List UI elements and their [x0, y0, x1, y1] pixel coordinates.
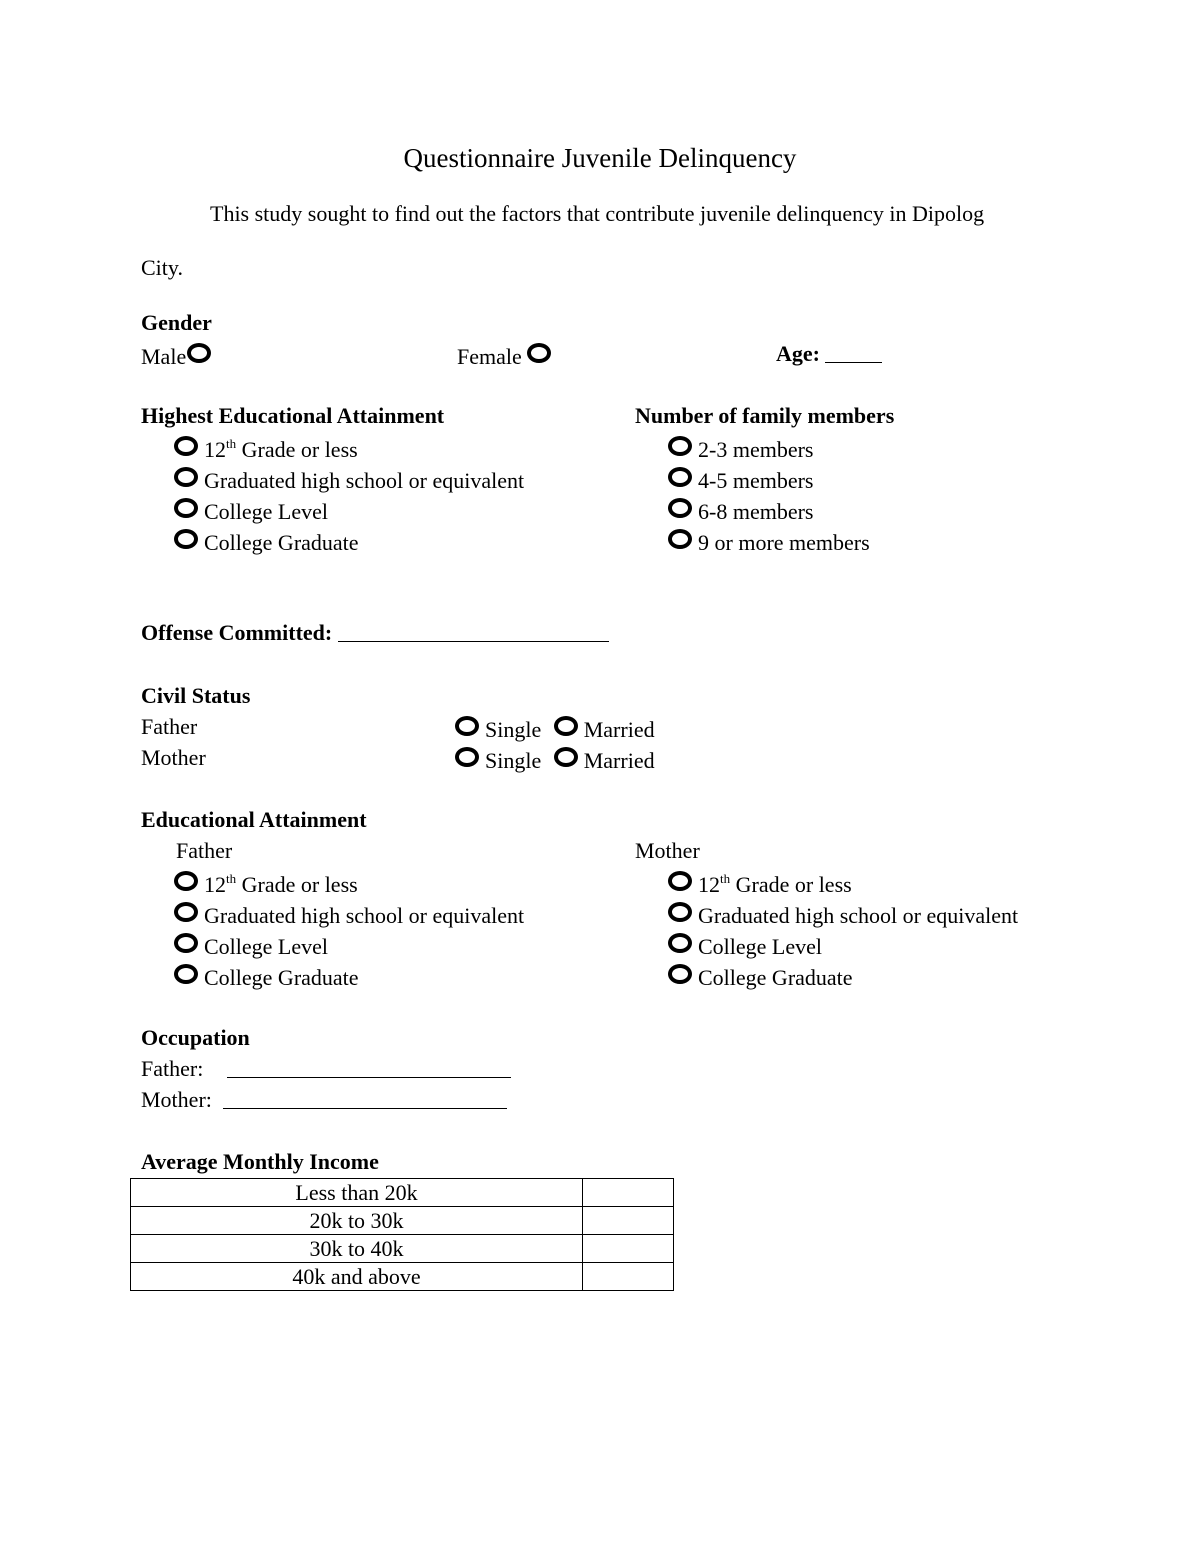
radio-icon[interactable] — [668, 529, 692, 549]
education-option[interactable]: College Level — [174, 498, 328, 523]
radio-icon[interactable] — [174, 871, 198, 891]
mother-education-option[interactable]: College Graduate — [668, 964, 853, 989]
gender-female-option[interactable] — [457, 343, 557, 368]
father-education-option[interactable]: College Graduate — [174, 964, 359, 989]
income-check-cell[interactable] — [583, 1263, 674, 1291]
occupation-father-blank[interactable] — [227, 1059, 511, 1078]
age-label: Age: — [776, 341, 820, 366]
radio-icon[interactable] — [174, 933, 198, 953]
income-range-cell: Less than 20k — [131, 1179, 583, 1207]
father-education-option[interactable]: College Level — [174, 933, 328, 958]
education-heading: Highest Educational Attainment — [141, 403, 445, 428]
education-option[interactable]: 12th Grade or less — [174, 436, 358, 461]
radio-icon[interactable] — [174, 467, 198, 487]
parent-education-mother-label: Mother — [635, 838, 700, 863]
income-check-cell[interactable] — [583, 1207, 674, 1235]
radio-icon[interactable] — [668, 436, 692, 456]
intro-line-1: This study sought to find out the factors that contribute juvenile delinquency in Dipolog — [210, 201, 985, 226]
gender-heading: Gender — [141, 310, 212, 335]
age-field[interactable] — [776, 343, 882, 365]
radio-icon[interactable] — [455, 747, 479, 767]
table-row — [131, 1263, 674, 1291]
gender-male-option[interactable] — [141, 343, 211, 368]
radio-female[interactable] — [527, 343, 551, 363]
radio-icon[interactable] — [174, 436, 198, 456]
radio-icon[interactable] — [554, 747, 578, 767]
radio-icon[interactable] — [455, 716, 479, 736]
radio-icon[interactable] — [668, 964, 692, 984]
mother-education-option[interactable]: 12th Grade or less — [668, 871, 852, 896]
single-label: Single — [485, 748, 542, 773]
income-check-cell[interactable] — [583, 1179, 674, 1207]
radio-icon[interactable] — [668, 467, 692, 487]
civil-mother-options — [455, 747, 655, 772]
offense-label: Offense Committed: — [141, 620, 333, 645]
occupation-heading: Occupation — [141, 1025, 250, 1050]
mother-education-option[interactable]: College Level — [668, 933, 822, 958]
father-education-option[interactable]: 12th Grade or less — [174, 871, 358, 896]
radio-icon[interactable] — [668, 933, 692, 953]
civil-status-heading: Civil Status — [141, 683, 251, 708]
parent-education-father-label: Father — [176, 838, 233, 863]
family-heading: Number of family members — [635, 403, 895, 428]
education-option[interactable]: College Graduate — [174, 529, 359, 554]
radio-icon[interactable] — [174, 498, 198, 518]
radio-male[interactable] — [187, 343, 211, 363]
radio-icon[interactable] — [554, 716, 578, 736]
family-option[interactable]: 6-8 members — [668, 498, 813, 523]
parent-education-heading: Educational Attainment — [141, 807, 367, 832]
mother-education-option[interactable]: Graduated high school or equivalent — [668, 902, 1018, 927]
income-range-cell: 30k to 40k — [131, 1235, 583, 1263]
occupation-mother-label: Mother: — [141, 1087, 212, 1112]
table-row — [131, 1179, 674, 1207]
radio-icon[interactable] — [668, 871, 692, 891]
married-label: Married — [583, 717, 655, 742]
income-range-cell: 40k and above — [131, 1263, 583, 1291]
intro-line-2: City. — [141, 255, 183, 280]
civil-father-label: Father — [141, 714, 198, 739]
radio-icon[interactable] — [668, 498, 692, 518]
gender-male-label: Male — [141, 344, 187, 369]
civil-mother-label: Mother — [141, 745, 206, 770]
income-table — [130, 1178, 674, 1291]
civil-father-options — [455, 716, 655, 741]
single-label: Single — [485, 717, 542, 742]
occupation-mother-field[interactable] — [141, 1089, 507, 1111]
married-label: Married — [583, 748, 655, 773]
age-blank[interactable] — [825, 344, 882, 363]
education-option[interactable]: Graduated high school or equivalent — [174, 467, 524, 492]
radio-icon[interactable] — [174, 902, 198, 922]
family-option[interactable]: 4-5 members — [668, 467, 813, 492]
income-range-cell: 20k to 30k — [131, 1207, 583, 1235]
occupation-father-field[interactable] — [141, 1058, 511, 1080]
radio-icon[interactable] — [174, 964, 198, 984]
occupation-father-label: Father: — [141, 1056, 204, 1081]
family-option[interactable]: 2-3 members — [668, 436, 813, 461]
page-title: Questionnaire Juvenile Delinquency — [403, 143, 797, 173]
income-heading: Average Monthly Income — [141, 1149, 379, 1174]
occupation-mother-blank[interactable] — [223, 1090, 507, 1109]
offense-blank[interactable] — [338, 623, 609, 642]
gender-female-label: Female — [457, 344, 522, 369]
father-education-option[interactable]: Graduated high school or equivalent — [174, 902, 524, 927]
radio-icon[interactable] — [174, 529, 198, 549]
radio-icon[interactable] — [668, 902, 692, 922]
income-check-cell[interactable] — [583, 1235, 674, 1263]
table-row — [131, 1207, 674, 1235]
family-option[interactable]: 9 or more members — [668, 529, 870, 554]
offense-field[interactable] — [141, 622, 609, 644]
table-row — [131, 1235, 674, 1263]
